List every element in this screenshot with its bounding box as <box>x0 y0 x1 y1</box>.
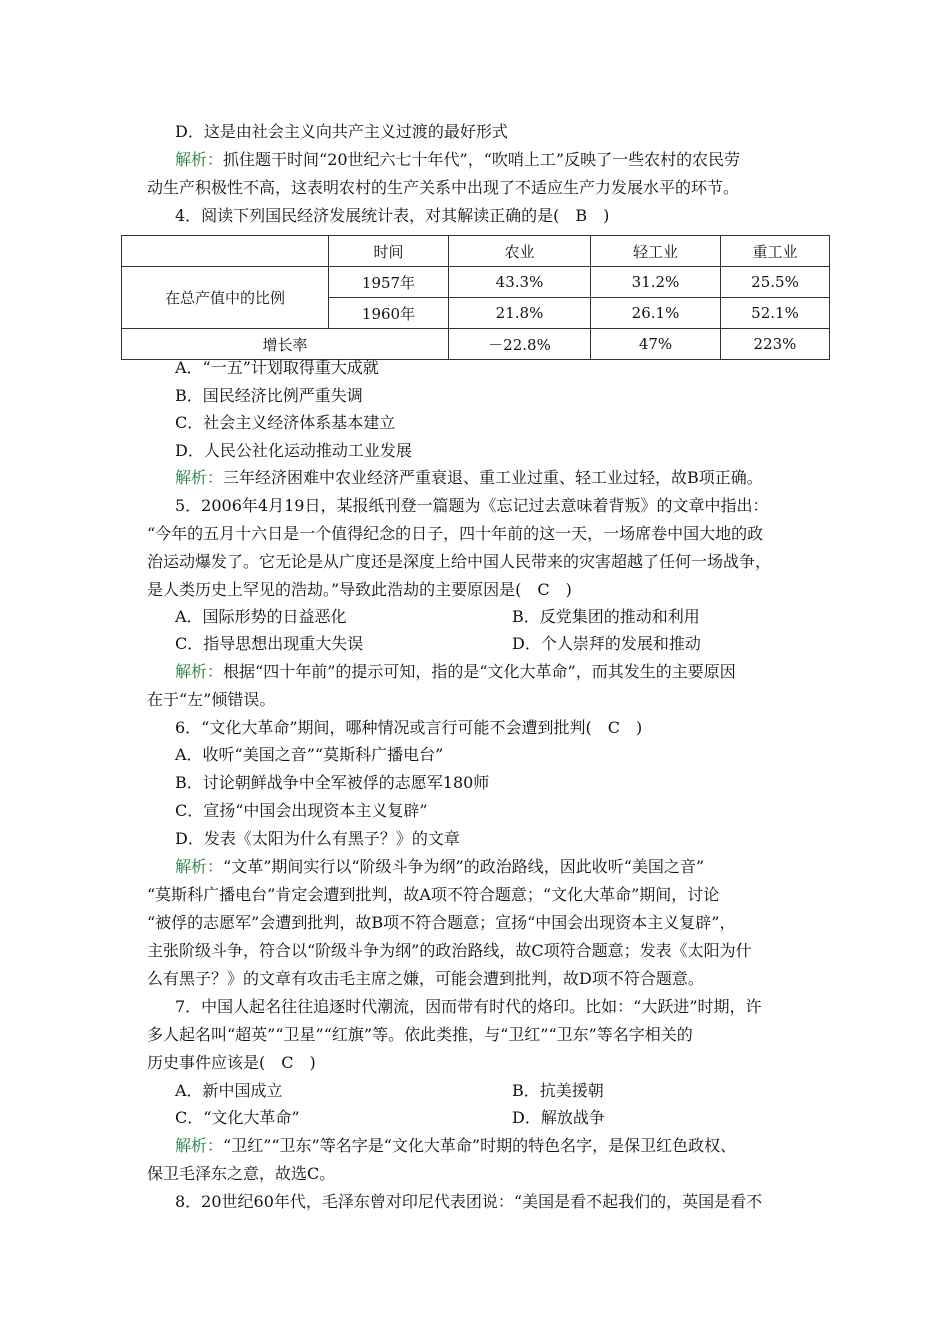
q7-option-a: A．新中国成立 <box>175 1081 283 1100</box>
growth-light-industry: 47% <box>591 329 721 360</box>
q5-stem-line2: “今年的五月十六日是一个值得纪念的日子，四十年前的这一天，一场席卷中国大地的政 <box>147 524 764 543</box>
q7-stem-line3: 历史事件应该是( C ) <box>147 1053 316 1072</box>
q3-option-d: D．这是由社会主义向共产主义过渡的最好形式 <box>175 122 508 141</box>
q5-explanation-line2: 在于“左”倾错误。 <box>147 690 276 709</box>
q7-stem-line1: 7．中国人起名往往追逐时代潮流，因而带有时代的烙印。比如：“大跃进”时期，许 <box>175 997 762 1016</box>
q6-explanation-line5: 么有黑子？》的文章有攻击毛主席之嫌，可能会遭到批判，故D项不符合题意。 <box>147 969 704 988</box>
growth-heavy-industry: 223% <box>721 329 830 360</box>
q3-explanation-line1 <box>175 150 740 170</box>
q5-stem-line3: 治运动爆发了。它无论是从广度还是深度上给中国人民带来的灾害超越了任何一场战争， <box>147 552 772 571</box>
q4-stem: 4．阅读下列国民经济发展统计表，对其解读正确的是( B ) <box>175 206 610 225</box>
q5-option-c: C．指导思想出现重大失误 <box>175 634 364 653</box>
cell-heavy-industry: 25.5% <box>721 267 830 298</box>
explanation-label: 解析： <box>175 857 224 876</box>
explanation-text: “卫红”“卫东”等名字是“文化大革命”时期的特色名字，是保卫红色政权、 <box>223 1136 737 1155</box>
economic-stats-table <box>121 235 830 360</box>
q7-explanation-line2: 保卫毛泽东之意，故选C。 <box>147 1164 336 1183</box>
explanation-label: 解析： <box>175 662 224 681</box>
row-year: 1957年 <box>329 267 449 298</box>
cell-heavy-industry: 52.1% <box>721 298 830 329</box>
q4-option-b: B．国民经济比例严重失调 <box>175 386 363 405</box>
q7-option-d: D．解放战争 <box>512 1108 605 1127</box>
explanation-text: 三年经济困难中农业经济严重衰退、重工业过重、轻工业过轻，故B项正确。 <box>223 468 763 487</box>
cell-light-industry: 31.2% <box>591 267 721 298</box>
q6-explanation-line3: “被俘的志愿军”会遭到批判，故B项不符合题意；宣扬“中国会出现资本主义复辟”， <box>147 913 736 932</box>
header-time: 时间 <box>329 236 449 267</box>
row-group-label: 在总产值中的比例 <box>122 267 329 329</box>
q6-explanation-line1 <box>175 857 704 877</box>
q6-option-a: A．收听“美国之音”“莫斯科广播电台” <box>175 745 444 764</box>
table-row <box>122 267 830 298</box>
q5-option-b: B．反党集团的推动和利用 <box>512 607 700 626</box>
q6-option-b: B．讨论朝鲜战争中全军被俘的志愿军180师 <box>175 773 490 792</box>
q5-option-a: A．国际形势的日益恶化 <box>175 607 347 626</box>
explanation-label: 解析： <box>175 150 224 169</box>
q3-explanation-line2: 动生产积极性不高，这表明农村的生产关系中出现了不适应生产力发展水平的环节。 <box>147 178 740 197</box>
q6-option-c: C．宣扬“中国会出现资本主义复辟” <box>175 801 428 820</box>
q7-option-b: B．抗美援朝 <box>512 1081 604 1100</box>
header-heavy-industry: 重工业 <box>721 236 830 267</box>
header-light-industry: 轻工业 <box>591 236 721 267</box>
cell-agriculture: 43.3% <box>449 267 591 298</box>
q4-option-a: A．“一五”计划取得重大成就 <box>175 358 379 377</box>
q7-stem-line2: 多人起名叫“超英”“卫星”“红旗”等。依此类推，与“卫红”“卫东”等名字相关的 <box>147 1025 693 1044</box>
explanation-label: 解析： <box>175 1136 224 1155</box>
growth-agriculture: －22.8% <box>449 329 591 360</box>
q7-option-c: C．“文化大革命” <box>175 1108 300 1127</box>
explanation-text: “文革”期间实行以“阶级斗争为纲”的政治路线，因此收听“美国之音” <box>223 857 705 876</box>
q5-option-d: D．个人崇拜的发展和推动 <box>512 634 701 653</box>
q8-stem-line1: 8．20世纪60年代，毛泽东曾对印尼代表团说：“美国是看不起我们的，英国是看不 <box>175 1192 763 1211</box>
q6-explanation-line4: 主张阶级斗争，符合以“阶级斗争为纲”的政治路线，故C项符合题意；发表《太阳为什 <box>147 941 752 960</box>
cell-light-industry: 26.1% <box>591 298 721 329</box>
q5-stem-line4: 是人类历史上罕见的浩劫。”导致此浩劫的主要原因是( C ) <box>147 580 572 599</box>
row-year: 1960年 <box>329 298 449 329</box>
q5-explanation-line1 <box>175 662 736 682</box>
explanation-label: 解析： <box>175 468 224 487</box>
q6-stem: 6．“文化大革命”期间，哪种情况或言行可能不会遭到批判( C ) <box>175 718 643 737</box>
q6-explanation-line2: “莫斯科广播电台”肯定会遭到批判，故A项不符合题意；“文化大革命”期间，讨论 <box>147 885 720 904</box>
q5-stem-line1: 5．2006年4月19日，某报纸刊登一篇题为《忘记过去意味着背叛》的文章中指出： <box>175 496 769 515</box>
table-header-row <box>122 236 830 267</box>
growth-label: 增长率 <box>122 329 449 360</box>
table-growth-row <box>122 329 830 360</box>
q6-option-d: D．发表《太阳为什么有黑子？》的文章 <box>175 829 460 848</box>
q4-option-c: C．社会主义经济体系基本建立 <box>175 413 396 432</box>
header-agriculture: 农业 <box>449 236 591 267</box>
q4-explanation-line1 <box>175 468 763 488</box>
q7-explanation-line1 <box>175 1136 736 1156</box>
q4-option-d: D．人民公社化运动推动工业发展 <box>175 441 412 460</box>
explanation-text: 抓住题干时间“20世纪六七十年代”，“吹哨上工”反映了一些农村的农民劳 <box>223 150 741 169</box>
table-corner-cell <box>122 236 329 267</box>
cell-agriculture: 21.8% <box>449 298 591 329</box>
explanation-text: 根据“四十年前”的提示可知，指的是“文化大革命”，而其发生的主要原因 <box>223 662 736 681</box>
